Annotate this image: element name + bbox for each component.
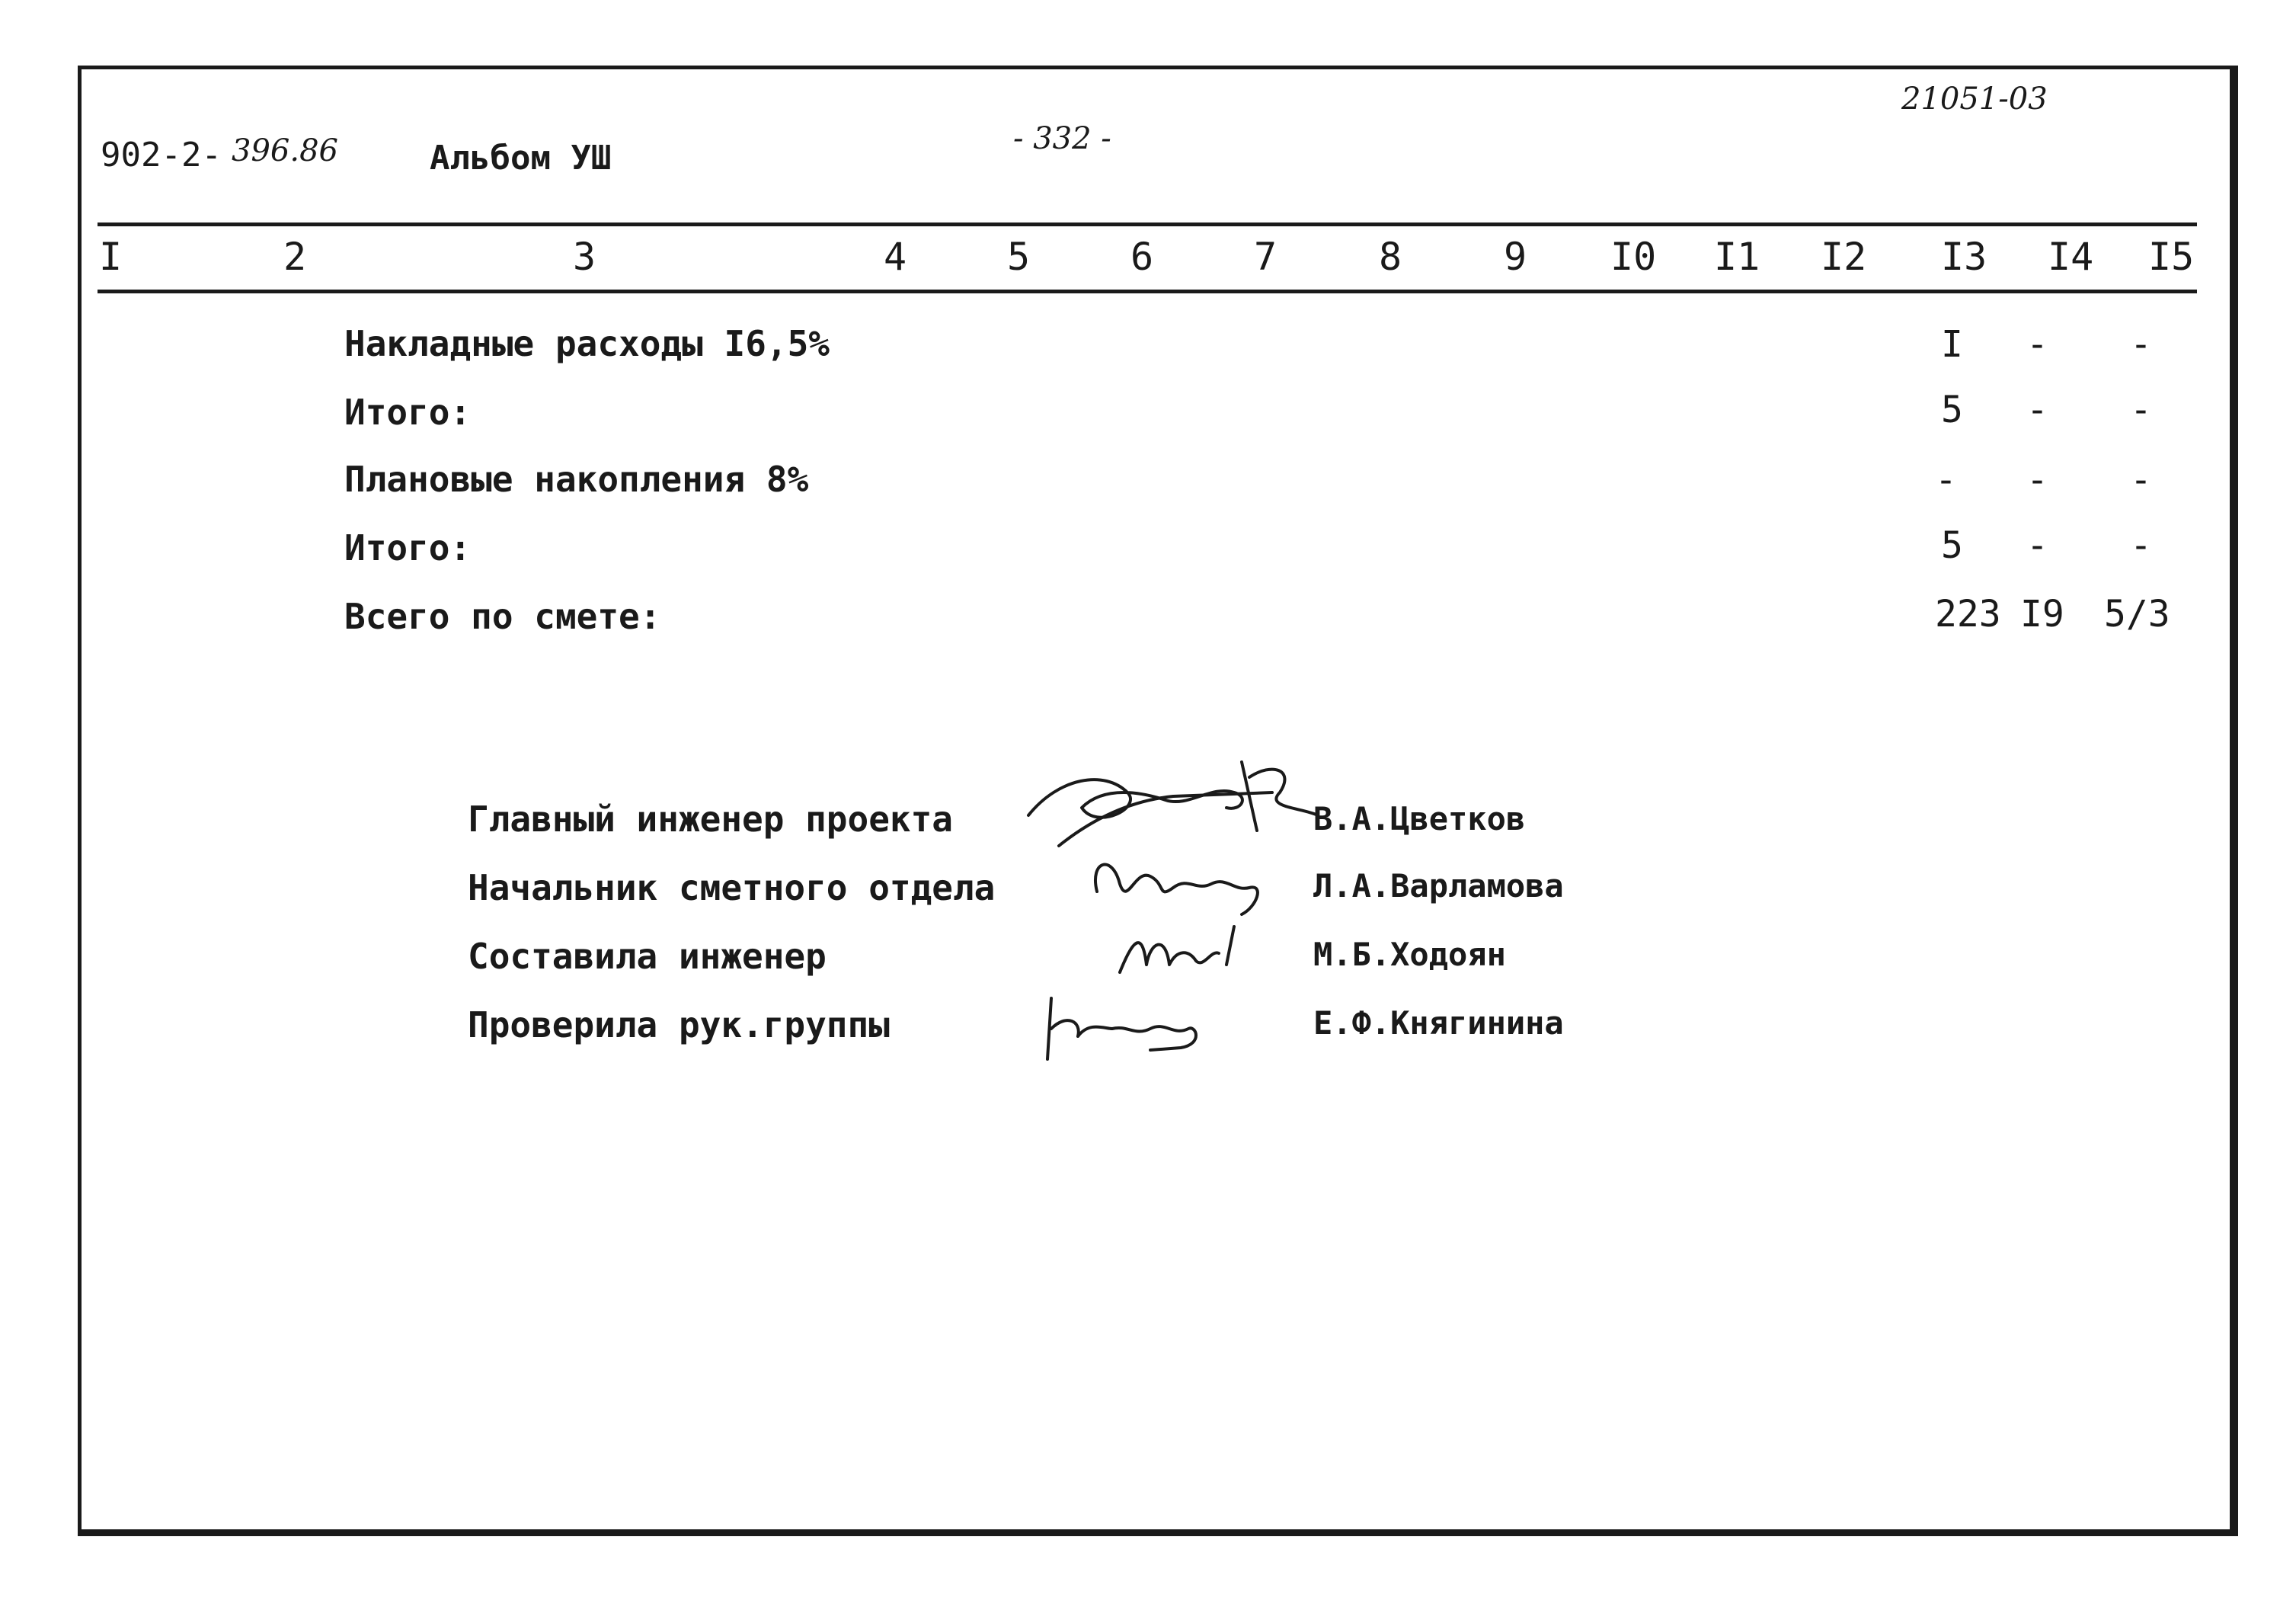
col-header-11: I1 <box>1714 235 1760 279</box>
doc-code-suffix: 396.86 <box>232 133 338 168</box>
signature-scribble-2 <box>1082 846 1280 922</box>
signature-role: Составила инженер <box>468 936 827 977</box>
row-col15: - <box>2130 524 2152 567</box>
row-col13: 223 <box>1935 593 2001 636</box>
signature-name: Е.Ф.Княгинина <box>1313 1004 1564 1042</box>
col-header-4: 4 <box>884 235 907 279</box>
col-header-3: 3 <box>573 235 596 279</box>
col-header-7: 7 <box>1254 235 1278 279</box>
row-col13: 5 <box>1941 524 1963 567</box>
signature-name: Л.А.Варламова <box>1313 867 1564 904</box>
col-header-13: I3 <box>1941 235 1987 279</box>
row-col14: - <box>2026 323 2048 366</box>
col-header-1: I <box>99 235 123 279</box>
signature-scribble-4 <box>1036 983 1219 1067</box>
row-col14: - <box>2026 524 2048 567</box>
row-col13: 5 <box>1941 389 1963 431</box>
doc-code-prefix: 902-2- <box>101 136 222 174</box>
row-label: Плановые накопления 8% <box>344 459 809 500</box>
signature-scribble-3 <box>1112 919 1249 988</box>
row-col15: 5/3 <box>2104 593 2170 636</box>
row-col13: I <box>1941 323 1963 366</box>
row-label: Всего по смете: <box>344 596 661 637</box>
row-col15: - <box>2130 389 2152 431</box>
signature-name: В.А.Цветков <box>1313 800 1526 837</box>
archive-number: 21051-03 <box>1901 82 2048 117</box>
row-col15: - <box>2130 459 2152 501</box>
row-col14: - <box>2026 459 2048 501</box>
col-header-15: I5 <box>2148 235 2195 279</box>
col-header-12: I2 <box>1821 235 1867 279</box>
page-number: - 332 - <box>1013 121 1111 156</box>
row-label: Накладные расходы I6,5% <box>344 323 830 364</box>
row-label: Итого: <box>344 527 472 568</box>
col-header-5: 5 <box>1007 235 1031 279</box>
signature-role: Главный инженер проекта <box>468 799 953 840</box>
signature-role: Начальник сметного отдела <box>468 867 996 908</box>
col-header-10: I0 <box>1610 235 1657 279</box>
row-col14: I9 <box>2020 593 2064 636</box>
row-label: Итого: <box>344 392 472 433</box>
table-header-rule <box>98 290 2197 293</box>
signature-scribble-1 <box>1013 747 1318 861</box>
row-col14: - <box>2026 389 2048 431</box>
signature-name: М.Б.Ходоян <box>1313 936 1506 973</box>
table-top-rule <box>98 223 2197 226</box>
col-header-8: 8 <box>1379 235 1402 279</box>
row-col13: - <box>1935 459 1957 501</box>
col-header-2: 2 <box>283 235 307 279</box>
album-label: Альбом УШ <box>430 139 612 178</box>
col-header-14: I4 <box>2048 235 2094 279</box>
signature-role: Проверила рук.группы <box>468 1004 890 1045</box>
col-header-9: 9 <box>1504 235 1527 279</box>
col-header-6: 6 <box>1130 235 1154 279</box>
row-col15: - <box>2130 323 2152 366</box>
